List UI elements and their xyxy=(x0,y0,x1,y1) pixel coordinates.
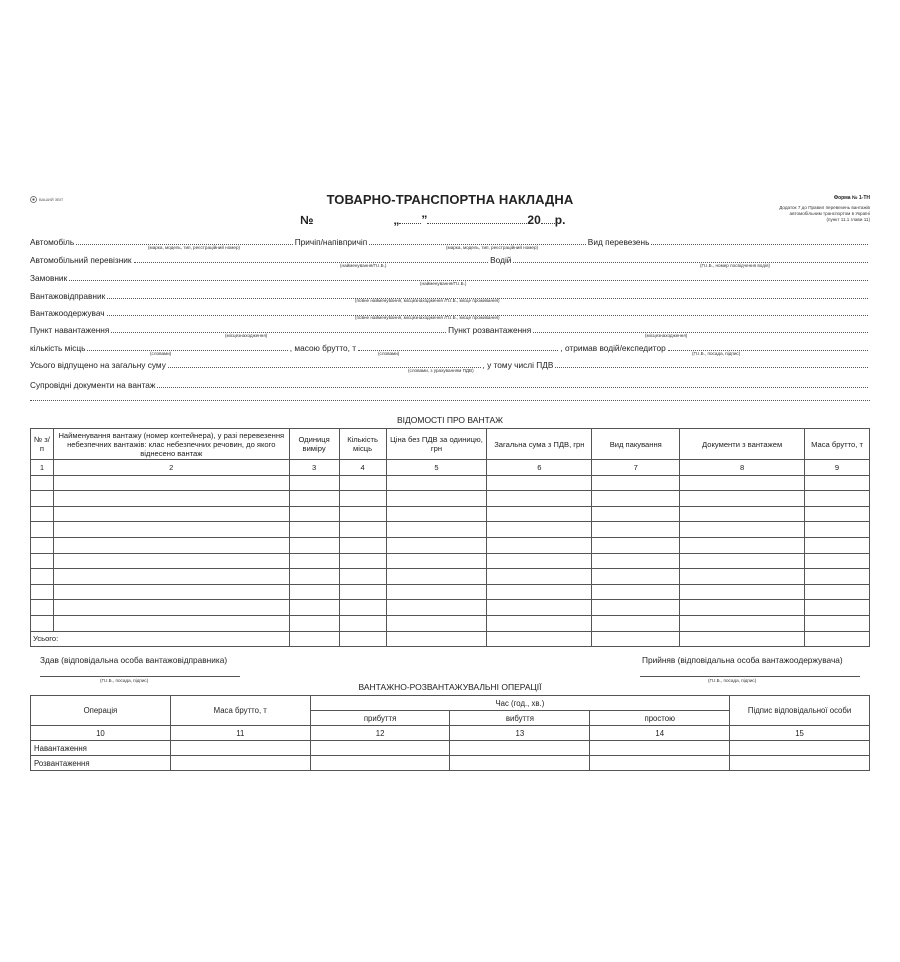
cargo-body xyxy=(31,475,870,631)
cargo-cell[interactable] xyxy=(289,537,339,553)
unloading-hint: (місцезнаходження) xyxy=(645,333,688,338)
cargo-cell[interactable] xyxy=(289,506,339,522)
cargo-cell[interactable] xyxy=(592,491,680,507)
cargo-cell[interactable] xyxy=(805,491,870,507)
close-quote: ” xyxy=(421,213,428,227)
cargo-column-numbers xyxy=(31,460,870,476)
column-number: 14 xyxy=(590,726,730,741)
cargo-total-label: Усього: xyxy=(31,631,290,647)
cargo-cell[interactable] xyxy=(592,553,680,569)
year-suffix: р. xyxy=(554,213,566,227)
places-label: кількість місць xyxy=(30,343,86,353)
cargo-row xyxy=(31,522,870,538)
row-docs xyxy=(30,379,870,393)
ops-row-label: Навантаження xyxy=(31,741,171,756)
accepted-signature[interactable] xyxy=(640,675,860,677)
ops-header-row xyxy=(31,696,870,711)
received-field[interactable] xyxy=(668,342,868,351)
customer-hint: (найменування/П.І.Б.) xyxy=(420,281,467,286)
open-quote: „ xyxy=(393,213,400,227)
cargo-cell[interactable] xyxy=(592,506,680,522)
cargo-cell[interactable] xyxy=(680,553,805,569)
cargo-row xyxy=(31,600,870,616)
cargo-cell[interactable] xyxy=(805,631,870,647)
ops-departure-header: вибуття xyxy=(450,711,590,726)
col-header: № з/п xyxy=(31,429,54,460)
column-number: 6 xyxy=(487,460,592,476)
cargo-cell[interactable] xyxy=(680,537,805,553)
cargo-cell[interactable] xyxy=(592,569,680,585)
cargo-cell[interactable] xyxy=(53,491,289,507)
cargo-cell[interactable] xyxy=(289,600,339,616)
ops-signature-header: Підпис відповідальної особи xyxy=(730,696,870,726)
ops-cell[interactable] xyxy=(310,756,450,771)
cargo-cell[interactable] xyxy=(339,537,386,553)
appendix-line: Додаток 7 до Правил перевезень вантажів xyxy=(779,205,870,210)
cargo-header-row xyxy=(31,429,870,460)
cargo-cell[interactable] xyxy=(386,584,487,600)
cargo-cell[interactable] xyxy=(592,615,680,631)
ops-section-title: ВАНТАЖНО-РОЗВАНТАЖУВАЛЬНІ ОПЕРАЦІЇ xyxy=(358,682,542,692)
cargo-cell[interactable] xyxy=(339,600,386,616)
cargo-table xyxy=(30,428,870,647)
ops-cell[interactable] xyxy=(310,741,450,756)
cargo-cell[interactable] xyxy=(386,631,487,647)
gross-mass-label: , масою брутто, т xyxy=(289,343,357,353)
shipper-hint: (повне найменування, місцезнаходження /П.І.Б., місце проживання) xyxy=(355,298,500,303)
cargo-row xyxy=(31,584,870,600)
driver-field[interactable] xyxy=(513,254,868,263)
cargo-cell[interactable] xyxy=(680,475,805,491)
cargo-cell[interactable] xyxy=(289,522,339,538)
cargo-cell[interactable] xyxy=(680,506,805,522)
col-header: Вид пакування xyxy=(592,429,680,460)
cargo-cell[interactable] xyxy=(289,475,339,491)
day-field[interactable] xyxy=(399,215,421,224)
docs-extra-line[interactable] xyxy=(30,400,870,401)
carrier-label: Автомобільний перевізник xyxy=(30,255,132,265)
column-number: 5 xyxy=(386,460,487,476)
cargo-row xyxy=(31,506,870,522)
vat-label: , у тому числі ПДВ xyxy=(482,360,554,370)
cargo-row xyxy=(31,491,870,507)
cargo-cell[interactable] xyxy=(805,600,870,616)
cargo-cell[interactable] xyxy=(680,569,805,585)
cargo-cell[interactable] xyxy=(339,475,386,491)
cargo-row xyxy=(31,569,870,585)
cargo-cell[interactable] xyxy=(31,475,54,491)
cargo-cell[interactable] xyxy=(487,569,592,585)
unloading-point-label: Пункт розвантаження xyxy=(448,325,532,335)
month-field[interactable] xyxy=(427,215,527,224)
cargo-cell[interactable] xyxy=(805,475,870,491)
cargo-cell[interactable] xyxy=(386,537,487,553)
cargo-cell[interactable] xyxy=(680,631,805,647)
cargo-cell[interactable] xyxy=(680,522,805,538)
column-number: 3 xyxy=(289,460,339,476)
total-hint: (словами, з урахуванням ПДВ) xyxy=(408,368,474,373)
cargo-cell[interactable] xyxy=(289,491,339,507)
cargo-cell[interactable] xyxy=(339,569,386,585)
cargo-cell[interactable] xyxy=(53,615,289,631)
cargo-cell[interactable] xyxy=(31,506,54,522)
cargo-cell[interactable] xyxy=(386,522,487,538)
cargo-cell[interactable] xyxy=(53,522,289,538)
cargo-cell[interactable] xyxy=(805,506,870,522)
ops-row-loading xyxy=(31,741,870,756)
places-hint: (словами) xyxy=(150,351,172,356)
col-header: Кількість місць xyxy=(339,429,386,460)
col-header: Загальна сума з ПДВ, грн xyxy=(487,429,592,460)
ops-time-header: Час (год., хв.) xyxy=(310,696,729,711)
cargo-cell[interactable] xyxy=(31,522,54,538)
ops-cell[interactable] xyxy=(590,756,730,771)
cargo-cell[interactable] xyxy=(386,615,487,631)
year-field[interactable] xyxy=(541,215,555,224)
docs-field[interactable] xyxy=(157,379,868,388)
column-number: 2 xyxy=(53,460,289,476)
mass-hint: (словами) xyxy=(378,351,400,356)
loading-hint: (місцезнаходження) xyxy=(225,333,268,338)
cargo-cell[interactable] xyxy=(592,537,680,553)
ops-cell[interactable] xyxy=(590,741,730,756)
cargo-cell[interactable] xyxy=(487,506,592,522)
cargo-cell[interactable] xyxy=(805,522,870,538)
customer-label: Замовник xyxy=(30,273,68,283)
cargo-cell[interactable] xyxy=(31,553,54,569)
cargo-cell[interactable] xyxy=(680,600,805,616)
cargo-cell[interactable] xyxy=(680,615,805,631)
number-field[interactable] xyxy=(313,216,393,224)
cargo-cell[interactable] xyxy=(592,631,680,647)
trailer-hint: (марка, модель, тип, реєстраційний номер) xyxy=(446,245,539,250)
carrier-field[interactable] xyxy=(134,254,489,263)
cargo-cell[interactable] xyxy=(487,553,592,569)
ops-cell[interactable] xyxy=(730,756,870,771)
form-number: Форма № 1-ТН xyxy=(833,195,870,201)
cargo-total-row xyxy=(31,631,870,647)
handed-over-label: Здав (відповідальна особа вантажовідправника) xyxy=(40,655,228,665)
column-number: 4 xyxy=(339,460,386,476)
cargo-cell[interactable] xyxy=(487,491,592,507)
column-number: 12 xyxy=(310,726,450,741)
received-hint: (П.І.Б., посада, підпис) xyxy=(692,351,741,356)
accepted-label: Прийняв (відповідальна особа вантажоодержувача) xyxy=(642,655,843,665)
loading-point-field[interactable] xyxy=(111,324,446,333)
cargo-cell[interactable] xyxy=(487,537,592,553)
document-number-line xyxy=(300,213,565,227)
driver-label: Водій xyxy=(490,255,512,265)
driver-hint: (П.І.Б., номер посвідчення водія) xyxy=(700,263,770,268)
cargo-cell[interactable] xyxy=(339,584,386,600)
column-number: 1 xyxy=(31,460,54,476)
appendix-line: автомобільним транспортом в Україні xyxy=(789,211,870,216)
received-label: , отримав водій/експедитор xyxy=(560,343,666,353)
cargo-cell[interactable] xyxy=(487,584,592,600)
handed-hint: (П.І.Б., посада, підпис) xyxy=(100,678,149,683)
car-label: Автомобіль xyxy=(30,237,75,247)
ops-mass-header: Маса брутто, т xyxy=(170,696,310,726)
accepted-hint: (П.І.Б., посада, підпис) xyxy=(708,678,757,683)
cargo-cell[interactable] xyxy=(339,491,386,507)
consignee-hint: (повне найменування, місцезнаходження /П.І.Б., місце проживання) xyxy=(355,315,500,320)
cargo-cell[interactable] xyxy=(386,475,487,491)
ops-column-numbers xyxy=(31,726,870,741)
column-number: 10 xyxy=(31,726,171,741)
logo-text: ВАШИЙ ЗВІТ xyxy=(39,197,64,202)
total-label: Усього відпущено на загальну суму xyxy=(30,360,166,370)
cargo-cell[interactable] xyxy=(592,475,680,491)
ops-cell[interactable] xyxy=(730,741,870,756)
cargo-cell[interactable] xyxy=(386,569,487,585)
cargo-cell[interactable] xyxy=(487,522,592,538)
col-header: Ціна без ПДВ за одиницю, грн xyxy=(386,429,487,460)
column-number: 11 xyxy=(170,726,310,741)
transport-type-label: Вид перевезень xyxy=(587,237,650,247)
car-field[interactable] xyxy=(76,236,293,245)
cargo-cell[interactable] xyxy=(289,615,339,631)
col-header: Одиниця виміру xyxy=(289,429,339,460)
ops-operation-header: Операція xyxy=(31,696,171,726)
places-field[interactable] xyxy=(87,342,287,351)
cargo-cell[interactable] xyxy=(339,631,386,647)
cargo-cell[interactable] xyxy=(31,600,54,616)
cargo-cell[interactable] xyxy=(339,553,386,569)
document-title: ТОВАРНО-ТРАНСПОРТНА НАКЛАДНА xyxy=(326,192,574,207)
cargo-cell[interactable] xyxy=(289,569,339,585)
ops-cell[interactable] xyxy=(450,741,590,756)
cargo-cell[interactable] xyxy=(805,553,870,569)
col-header: Маса брутто, т xyxy=(805,429,870,460)
transport-type-field[interactable] xyxy=(651,236,868,245)
cargo-cell[interactable] xyxy=(487,615,592,631)
column-number: 7 xyxy=(592,460,680,476)
cargo-cell[interactable] xyxy=(339,506,386,522)
cargo-cell[interactable] xyxy=(31,491,54,507)
cargo-cell[interactable] xyxy=(53,506,289,522)
cargo-cell[interactable] xyxy=(53,569,289,585)
cargo-row xyxy=(31,553,870,569)
cargo-cell[interactable] xyxy=(289,631,339,647)
cargo-cell[interactable] xyxy=(592,584,680,600)
cargo-row xyxy=(31,615,870,631)
appendix-line: (пункт 11.1 глави 11) xyxy=(826,217,870,222)
docs-label: Супровідні документи на вантаж xyxy=(30,380,156,390)
ops-cell[interactable] xyxy=(170,741,310,756)
cargo-cell[interactable] xyxy=(339,522,386,538)
cargo-cell[interactable] xyxy=(289,584,339,600)
shipper-label: Вантажовідправник xyxy=(30,291,106,301)
cargo-cell[interactable] xyxy=(339,615,386,631)
cargo-cell[interactable] xyxy=(805,569,870,585)
ops-cell[interactable] xyxy=(450,756,590,771)
gross-mass-field[interactable] xyxy=(358,342,558,351)
cargo-cell[interactable] xyxy=(289,553,339,569)
customer-field[interactable] xyxy=(69,272,868,281)
cargo-cell[interactable] xyxy=(53,553,289,569)
cargo-cell[interactable] xyxy=(805,584,870,600)
cargo-cell[interactable] xyxy=(53,537,289,553)
cargo-cell[interactable] xyxy=(386,506,487,522)
cargo-cell[interactable] xyxy=(592,522,680,538)
cargo-cell[interactable] xyxy=(386,553,487,569)
trailer-field[interactable] xyxy=(369,236,586,245)
ops-row-unloading xyxy=(31,756,870,771)
cargo-cell[interactable] xyxy=(53,475,289,491)
column-number: 13 xyxy=(450,726,590,741)
vat-field[interactable] xyxy=(555,359,868,368)
handed-over-signature[interactable] xyxy=(40,675,240,677)
car-hint: (марка, модель, тип, реєстраційний номер) xyxy=(148,245,241,250)
column-number: 9 xyxy=(805,460,870,476)
cargo-cell[interactable] xyxy=(386,491,487,507)
cargo-section-title: ВІДОМОСТІ ПРО ВАНТАЖ xyxy=(396,415,504,425)
cargo-cell[interactable] xyxy=(680,491,805,507)
cargo-cell[interactable] xyxy=(680,584,805,600)
consignee-label: Вантажоодержувач xyxy=(30,308,105,318)
col-header: Документи з вантажем xyxy=(680,429,805,460)
cargo-row xyxy=(31,537,870,553)
cargo-cell[interactable] xyxy=(53,584,289,600)
ops-idle-header: простою xyxy=(590,711,730,726)
cargo-cell[interactable] xyxy=(592,600,680,616)
cargo-cell[interactable] xyxy=(805,537,870,553)
cargo-cell[interactable] xyxy=(31,584,54,600)
cargo-cell[interactable] xyxy=(487,600,592,616)
col-header: Найменування вантажу (номер контейнера), у разі перевезення небезпечних вантажів: клас небезпечних речовин, до якого віднесено вантаж xyxy=(53,429,289,460)
unloading-point-field[interactable] xyxy=(533,324,868,333)
appendix-note xyxy=(779,205,870,223)
ops-row-label: Розвантаження xyxy=(31,756,171,771)
ops-cell[interactable] xyxy=(170,756,310,771)
cargo-cell[interactable] xyxy=(386,600,487,616)
cargo-cell[interactable] xyxy=(53,600,289,616)
cargo-cell[interactable] xyxy=(487,475,592,491)
cargo-cell[interactable] xyxy=(805,615,870,631)
cargo-cell[interactable] xyxy=(31,615,54,631)
number-sign: № xyxy=(300,213,314,227)
column-number: 15 xyxy=(730,726,870,741)
total-field[interactable] xyxy=(168,359,481,368)
cargo-cell[interactable] xyxy=(31,569,54,585)
cargo-cell[interactable] xyxy=(31,537,54,553)
row-points xyxy=(30,324,870,338)
loading-point-label: Пункт навантаження xyxy=(30,325,110,335)
column-number: 8 xyxy=(680,460,805,476)
trailer-label: Причіп/напівпричіп xyxy=(294,237,368,247)
year-prefix: 20 xyxy=(527,213,541,227)
cargo-row xyxy=(31,475,870,491)
cargo-cell[interactable] xyxy=(487,631,592,647)
operations-table xyxy=(30,695,870,771)
carrier-hint: (найменування/П.І.Б.) xyxy=(340,263,387,268)
ops-arrival-header: прибуття xyxy=(310,711,450,726)
